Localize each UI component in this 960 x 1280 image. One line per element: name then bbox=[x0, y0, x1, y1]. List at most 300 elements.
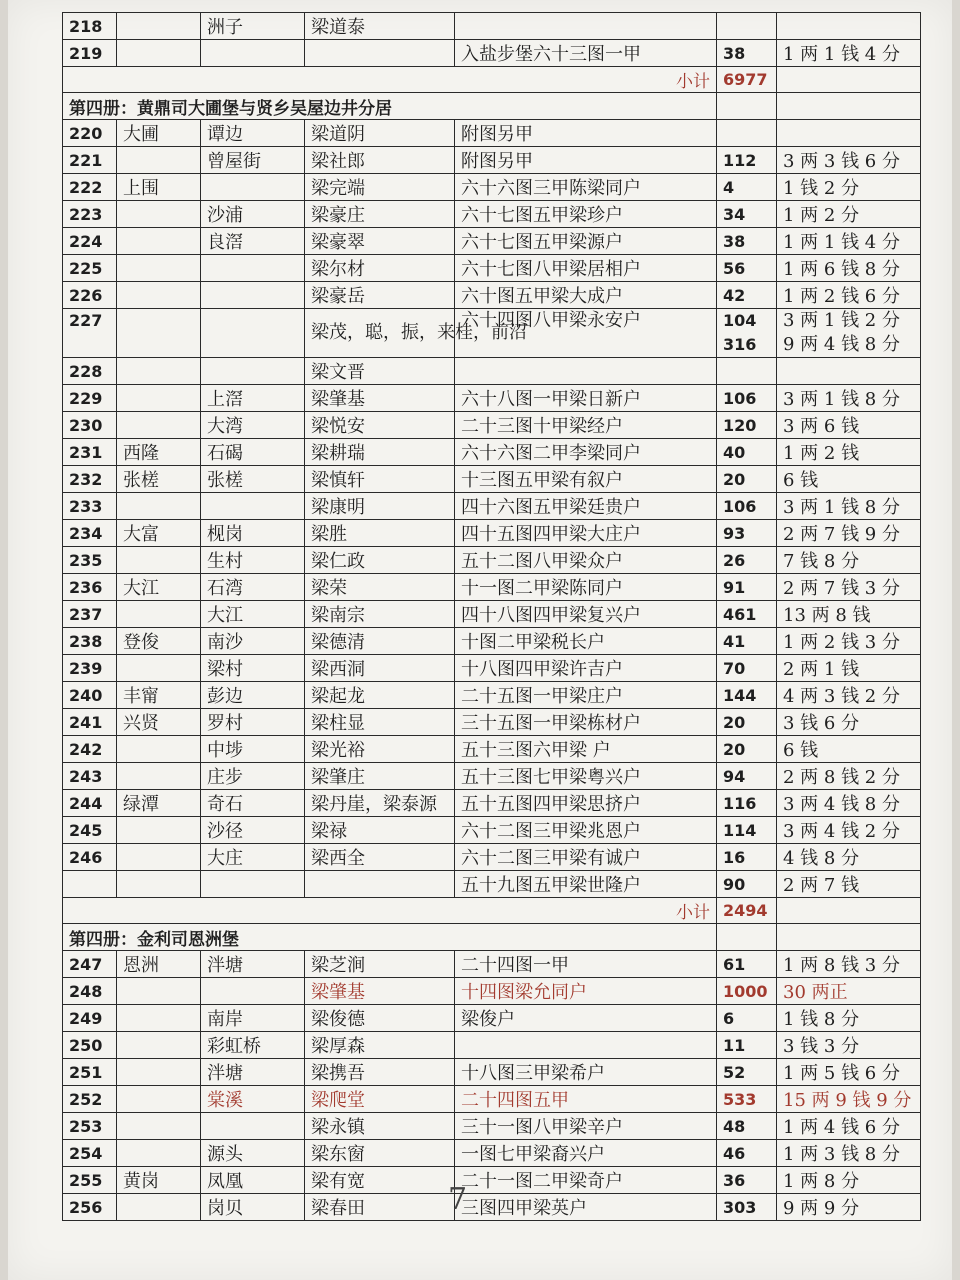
district: 黄岗 bbox=[117, 1167, 201, 1194]
section-title: 第四册：金利司恩洲堡 bbox=[63, 924, 717, 951]
district bbox=[117, 358, 201, 385]
household-register: 六十二图三甲梁兆恩户 bbox=[455, 817, 717, 844]
village: 良滘 bbox=[201, 228, 305, 255]
person-name: 梁德清 bbox=[305, 628, 455, 655]
district bbox=[117, 147, 201, 174]
household-register: 四十八图四甲梁复兴户 bbox=[455, 601, 717, 628]
village: 沙径 bbox=[201, 817, 305, 844]
row-number: 219 bbox=[63, 40, 117, 67]
table-row bbox=[63, 520, 921, 547]
household-register bbox=[455, 1032, 717, 1059]
person-name: 梁南宗 bbox=[305, 601, 455, 628]
row-number: 241 bbox=[63, 709, 117, 736]
count: 38 bbox=[717, 228, 777, 255]
tax-amount: 2 两 1 钱 bbox=[777, 655, 921, 682]
village bbox=[201, 358, 305, 385]
count: 26 bbox=[717, 547, 777, 574]
village bbox=[201, 255, 305, 282]
row-number: 224 bbox=[63, 228, 117, 255]
row-number: 251 bbox=[63, 1059, 117, 1086]
village: 罗村 bbox=[201, 709, 305, 736]
table-row bbox=[63, 120, 921, 147]
household-register: 入盐步堡六十三图一甲 bbox=[455, 40, 717, 67]
tax-amount: 6 钱 bbox=[777, 466, 921, 493]
tax-amount: 2 两 7 钱 3 分 bbox=[777, 574, 921, 601]
household-register: 五十五图四甲梁思挤户 bbox=[455, 790, 717, 817]
district bbox=[117, 228, 201, 255]
district bbox=[117, 385, 201, 412]
empty-cell bbox=[777, 93, 921, 120]
row-number: 239 bbox=[63, 655, 117, 682]
district bbox=[117, 763, 201, 790]
household-register: 四十六图五甲梁廷贵户 bbox=[455, 493, 717, 520]
person-name: 梁厚森 bbox=[305, 1032, 455, 1059]
row-number: 253 bbox=[63, 1113, 117, 1140]
tax-amount bbox=[777, 309, 921, 358]
person-name: 梁肇基 bbox=[305, 385, 455, 412]
count: 112 bbox=[717, 147, 777, 174]
tax-amount: 4 钱 8 分 bbox=[777, 844, 921, 871]
village: 洲子 bbox=[201, 13, 305, 40]
household-register: 附图另甲 bbox=[455, 147, 717, 174]
count: 144 bbox=[717, 682, 777, 709]
ledger-page bbox=[8, 0, 952, 1280]
household-register: 六十七图五甲梁源户 bbox=[455, 228, 717, 255]
village: 石碣 bbox=[201, 439, 305, 466]
row-number: 228 bbox=[63, 358, 117, 385]
tax-amount: 3 两 4 钱 2 分 bbox=[777, 817, 921, 844]
row-number: 244 bbox=[63, 790, 117, 817]
tax-amount: 2 两 8 钱 2 分 bbox=[777, 763, 921, 790]
table-row bbox=[63, 309, 921, 358]
table-row bbox=[63, 871, 921, 898]
row-number: 243 bbox=[63, 763, 117, 790]
table-row bbox=[63, 736, 921, 763]
district: 上围 bbox=[117, 174, 201, 201]
table-row bbox=[63, 951, 921, 978]
tax-amount: 1 两 2 钱 6 分 bbox=[777, 282, 921, 309]
person-name: 梁春田 bbox=[305, 1194, 455, 1221]
district bbox=[117, 201, 201, 228]
person-name: 梁肇庄 bbox=[305, 763, 455, 790]
village: 南岸 bbox=[201, 1005, 305, 1032]
district bbox=[117, 1032, 201, 1059]
count: 56 bbox=[717, 255, 777, 282]
village bbox=[201, 282, 305, 309]
person-name: 梁完端 bbox=[305, 174, 455, 201]
village: 石湾 bbox=[201, 574, 305, 601]
row-number: 245 bbox=[63, 817, 117, 844]
household-register: 四十五图四甲梁大庄户 bbox=[455, 520, 717, 547]
person-name: 梁康明 bbox=[305, 493, 455, 520]
person-name: 梁西洞 bbox=[305, 655, 455, 682]
household-register: 六十七图八甲梁居相户 bbox=[455, 255, 717, 282]
section-header-row bbox=[63, 924, 921, 951]
section-title: 第四册：黄鼎司大圃堡与贤乡吴屋边井分居 bbox=[63, 93, 717, 120]
village: 大湾 bbox=[201, 412, 305, 439]
subtotal-row bbox=[63, 67, 921, 93]
amount-line: 3 两 1 钱 2 分 bbox=[783, 310, 900, 331]
village bbox=[201, 1113, 305, 1140]
village bbox=[201, 40, 305, 67]
row-number: 221 bbox=[63, 147, 117, 174]
table-row bbox=[63, 574, 921, 601]
count: 61 bbox=[717, 951, 777, 978]
table-row bbox=[63, 13, 921, 40]
table-row bbox=[63, 817, 921, 844]
tax-amount: 3 两 1 钱 8 分 bbox=[777, 385, 921, 412]
village: 中埗 bbox=[201, 736, 305, 763]
table-row bbox=[63, 385, 921, 412]
table-row bbox=[63, 40, 921, 67]
section-header-row bbox=[63, 93, 921, 120]
village: 南沙 bbox=[201, 628, 305, 655]
count: 461 bbox=[717, 601, 777, 628]
tax-amount: 1 钱 2 分 bbox=[777, 174, 921, 201]
household-register: 五十二图八甲梁众户 bbox=[455, 547, 717, 574]
district bbox=[117, 1005, 201, 1032]
count: 94 bbox=[717, 763, 777, 790]
household-register: 十八图四甲梁许吉户 bbox=[455, 655, 717, 682]
district bbox=[117, 844, 201, 871]
district bbox=[117, 1059, 201, 1086]
subtotal-value: 6977 bbox=[717, 67, 777, 93]
village: 源头 bbox=[201, 1140, 305, 1167]
ledger-table bbox=[62, 12, 921, 1221]
tax-amount: 1 两 2 钱 bbox=[777, 439, 921, 466]
person-name: 梁慎轩 bbox=[305, 466, 455, 493]
tax-amount: 3 钱 6 分 bbox=[777, 709, 921, 736]
tax-amount: 13 两 8 钱 bbox=[777, 601, 921, 628]
district: 丰甯 bbox=[117, 682, 201, 709]
tax-amount: 9 两 9 分 bbox=[777, 1194, 921, 1221]
person-name: 梁丹崖，梁泰源 bbox=[305, 790, 455, 817]
count: 303 bbox=[717, 1194, 777, 1221]
count: 106 bbox=[717, 385, 777, 412]
household-register: 二十一图二甲梁奇户 bbox=[455, 1167, 717, 1194]
district: 兴贤 bbox=[117, 709, 201, 736]
person-name: 梁社郎 bbox=[305, 147, 455, 174]
district bbox=[117, 817, 201, 844]
person-name: 梁豪岳 bbox=[305, 282, 455, 309]
district bbox=[117, 655, 201, 682]
table-row bbox=[63, 493, 921, 520]
village: 大江 bbox=[201, 601, 305, 628]
person-name bbox=[305, 40, 455, 67]
page-number: 7 bbox=[448, 1182, 468, 1217]
table-row bbox=[63, 709, 921, 736]
count: 34 bbox=[717, 201, 777, 228]
person-name: 梁荣 bbox=[305, 574, 455, 601]
district: 恩洲 bbox=[117, 951, 201, 978]
tax-amount: 1 两 3 钱 8 分 bbox=[777, 1140, 921, 1167]
district: 大圃 bbox=[117, 120, 201, 147]
district bbox=[117, 282, 201, 309]
village: 棠溪 bbox=[201, 1086, 305, 1113]
row-number: 240 bbox=[63, 682, 117, 709]
row-number: 226 bbox=[63, 282, 117, 309]
household-register: 十八图三甲梁希户 bbox=[455, 1059, 717, 1086]
household-register: 六十图五甲梁大成户 bbox=[455, 282, 717, 309]
count: 114 bbox=[717, 817, 777, 844]
household-register: 附图另甲 bbox=[455, 120, 717, 147]
table-row bbox=[63, 1167, 921, 1194]
village: 庄步 bbox=[201, 763, 305, 790]
district bbox=[117, 871, 201, 898]
village: 凤凰 bbox=[201, 1167, 305, 1194]
table-row bbox=[63, 601, 921, 628]
household-register: 三十五图一甲梁栋材户 bbox=[455, 709, 717, 736]
table-row bbox=[63, 844, 921, 871]
person-name: 梁道泰 bbox=[305, 13, 455, 40]
count bbox=[717, 309, 777, 358]
table-row bbox=[63, 282, 921, 309]
village: 大庄 bbox=[201, 844, 305, 871]
count: 52 bbox=[717, 1059, 777, 1086]
count-line: 316 bbox=[723, 335, 757, 354]
count: 4 bbox=[717, 174, 777, 201]
village bbox=[201, 978, 305, 1005]
person-name: 梁文晋 bbox=[305, 358, 455, 385]
table-row bbox=[63, 682, 921, 709]
count: 48 bbox=[717, 1113, 777, 1140]
row-number: 227 bbox=[63, 309, 117, 358]
district bbox=[117, 1113, 201, 1140]
person-name: 梁豪翠 bbox=[305, 228, 455, 255]
subtotal-label: 小计 bbox=[63, 898, 717, 924]
household-register: 梁俊户 bbox=[455, 1005, 717, 1032]
count: 6 bbox=[717, 1005, 777, 1032]
person-name: 梁光裕 bbox=[305, 736, 455, 763]
table-row bbox=[63, 255, 921, 282]
tax-amount: 1 两 2 钱 3 分 bbox=[777, 628, 921, 655]
district bbox=[117, 601, 201, 628]
tax-amount: 3 两 3 钱 6 分 bbox=[777, 147, 921, 174]
table-row bbox=[63, 358, 921, 385]
tax-amount: 1 两 2 分 bbox=[777, 201, 921, 228]
district bbox=[117, 1086, 201, 1113]
table-row bbox=[63, 1140, 921, 1167]
household-register: 二十三图十甲梁经户 bbox=[455, 412, 717, 439]
row-number: 254 bbox=[63, 1140, 117, 1167]
count: 40 bbox=[717, 439, 777, 466]
row-number: 248 bbox=[63, 978, 117, 1005]
count: 46 bbox=[717, 1140, 777, 1167]
household-register: 五十九图五甲梁世隆户 bbox=[455, 871, 717, 898]
row-number: 223 bbox=[63, 201, 117, 228]
person-name: 梁豪庄 bbox=[305, 201, 455, 228]
count: 91 bbox=[717, 574, 777, 601]
district: 大江 bbox=[117, 574, 201, 601]
row-number: 255 bbox=[63, 1167, 117, 1194]
empty-cell bbox=[717, 924, 777, 951]
household-register: 六十七图五甲梁珍户 bbox=[455, 201, 717, 228]
table-row bbox=[63, 1113, 921, 1140]
village bbox=[201, 174, 305, 201]
tax-amount: 15 两 9 钱 9 分 bbox=[777, 1086, 921, 1113]
table-row bbox=[63, 412, 921, 439]
row-number: 233 bbox=[63, 493, 117, 520]
count: 106 bbox=[717, 493, 777, 520]
village bbox=[201, 493, 305, 520]
person-name: 梁东窗 bbox=[305, 1140, 455, 1167]
person-name: 梁爬堂 bbox=[305, 1086, 455, 1113]
row-number: 242 bbox=[63, 736, 117, 763]
subtotal-value: 2494 bbox=[717, 898, 777, 924]
count bbox=[717, 13, 777, 40]
district: 张槎 bbox=[117, 466, 201, 493]
count: 38 bbox=[717, 40, 777, 67]
person-name: 梁携吾 bbox=[305, 1059, 455, 1086]
table-row bbox=[63, 1194, 921, 1221]
village bbox=[201, 871, 305, 898]
count: 16 bbox=[717, 844, 777, 871]
village: 泮塘 bbox=[201, 1059, 305, 1086]
table-row bbox=[63, 547, 921, 574]
count: 20 bbox=[717, 709, 777, 736]
district bbox=[117, 40, 201, 67]
person-name: 梁芝涧 bbox=[305, 951, 455, 978]
row-number: 229 bbox=[63, 385, 117, 412]
household-register: 二十五图一甲梁庄户 bbox=[455, 682, 717, 709]
table-row bbox=[63, 147, 921, 174]
tax-amount: 6 钱 bbox=[777, 736, 921, 763]
count: 1000 bbox=[717, 978, 777, 1005]
village: 梁村 bbox=[201, 655, 305, 682]
subtotal-row bbox=[63, 898, 921, 924]
count: 70 bbox=[717, 655, 777, 682]
empty-cell bbox=[777, 67, 921, 93]
village: 彩虹桥 bbox=[201, 1032, 305, 1059]
household-register: 十图二甲梁税长户 bbox=[455, 628, 717, 655]
tax-amount: 2 两 7 钱 9 分 bbox=[777, 520, 921, 547]
amount-line: 9 两 4 钱 8 分 bbox=[783, 334, 900, 355]
household-register: 五十三图七甲梁粤兴户 bbox=[455, 763, 717, 790]
tax-amount bbox=[777, 120, 921, 147]
table-row bbox=[63, 201, 921, 228]
row-number bbox=[63, 871, 117, 898]
row-number: 237 bbox=[63, 601, 117, 628]
district bbox=[117, 412, 201, 439]
empty-cell bbox=[717, 93, 777, 120]
tax-amount: 1 两 5 钱 6 分 bbox=[777, 1059, 921, 1086]
row-number: 225 bbox=[63, 255, 117, 282]
district bbox=[117, 736, 201, 763]
person-name: 梁西全 bbox=[305, 844, 455, 871]
person-name: 梁胜 bbox=[305, 520, 455, 547]
district bbox=[117, 547, 201, 574]
table-row bbox=[63, 174, 921, 201]
person-name bbox=[305, 871, 455, 898]
household-register: 十一图二甲梁陈同户 bbox=[455, 574, 717, 601]
row-number: 231 bbox=[63, 439, 117, 466]
district bbox=[117, 1194, 201, 1221]
household-register: 六十八图一甲梁日新户 bbox=[455, 385, 717, 412]
table-row bbox=[63, 439, 921, 466]
person-name: 梁耕瑞 bbox=[305, 439, 455, 466]
household-register bbox=[455, 13, 717, 40]
tax-amount: 3 两 4 钱 8 分 bbox=[777, 790, 921, 817]
district: 大富 bbox=[117, 520, 201, 547]
village: 沙浦 bbox=[201, 201, 305, 228]
household-register: 三图四甲梁英户 bbox=[455, 1194, 717, 1221]
row-number: 256 bbox=[63, 1194, 117, 1221]
table-row bbox=[63, 978, 921, 1005]
row-number: 250 bbox=[63, 1032, 117, 1059]
count-line: 104 bbox=[723, 311, 757, 330]
table-row bbox=[63, 1005, 921, 1032]
count: 11 bbox=[717, 1032, 777, 1059]
district bbox=[117, 978, 201, 1005]
village: 生村 bbox=[201, 547, 305, 574]
row-number: 232 bbox=[63, 466, 117, 493]
count: 36 bbox=[717, 1167, 777, 1194]
row-number: 247 bbox=[63, 951, 117, 978]
tax-amount bbox=[777, 13, 921, 40]
person-name: 梁柱显 bbox=[305, 709, 455, 736]
person-name: 梁有宽 bbox=[305, 1167, 455, 1194]
row-number: 236 bbox=[63, 574, 117, 601]
person-name: 梁永镇 bbox=[305, 1113, 455, 1140]
person-name: 梁起龙 bbox=[305, 682, 455, 709]
district: 西隆 bbox=[117, 439, 201, 466]
row-number: 234 bbox=[63, 520, 117, 547]
tax-amount: 1 钱 8 分 bbox=[777, 1005, 921, 1032]
village bbox=[201, 309, 305, 358]
tax-amount: 1 两 8 分 bbox=[777, 1167, 921, 1194]
row-number: 238 bbox=[63, 628, 117, 655]
tax-amount: 1 两 1 钱 4 分 bbox=[777, 228, 921, 255]
table-row bbox=[63, 763, 921, 790]
empty-cell bbox=[777, 924, 921, 951]
household-register: 二十四图一甲 bbox=[455, 951, 717, 978]
count: 90 bbox=[717, 871, 777, 898]
tax-amount: 30 两正 bbox=[777, 978, 921, 1005]
person-name: 梁禄 bbox=[305, 817, 455, 844]
household-register: 十三图五甲梁有叙户 bbox=[455, 466, 717, 493]
row-number: 230 bbox=[63, 412, 117, 439]
village: 曾屋街 bbox=[201, 147, 305, 174]
subtotal-label: 小计 bbox=[63, 67, 717, 93]
household-register: 三十一图八甲梁辛户 bbox=[455, 1113, 717, 1140]
tax-amount: 3 两 6 钱 bbox=[777, 412, 921, 439]
row-number: 218 bbox=[63, 13, 117, 40]
row-number: 246 bbox=[63, 844, 117, 871]
household-register: 六十六图三甲陈梁同户 bbox=[455, 174, 717, 201]
village: 彭边 bbox=[201, 682, 305, 709]
household-register: 六十二图三甲梁有诚户 bbox=[455, 844, 717, 871]
person-name: 梁尔材 bbox=[305, 255, 455, 282]
household-register: 六十六图二甲李梁同户 bbox=[455, 439, 717, 466]
tax-amount bbox=[777, 358, 921, 385]
district bbox=[117, 255, 201, 282]
person-name: 梁道阴 bbox=[305, 120, 455, 147]
district bbox=[117, 493, 201, 520]
tax-amount: 3 两 1 钱 8 分 bbox=[777, 493, 921, 520]
tax-amount: 1 两 4 钱 6 分 bbox=[777, 1113, 921, 1140]
count: 93 bbox=[717, 520, 777, 547]
table-row bbox=[63, 466, 921, 493]
village: 岗贝 bbox=[201, 1194, 305, 1221]
village: 枧岗 bbox=[201, 520, 305, 547]
empty-cell bbox=[777, 898, 921, 924]
district bbox=[117, 1140, 201, 1167]
table-row bbox=[63, 790, 921, 817]
village: 泮塘 bbox=[201, 951, 305, 978]
district bbox=[117, 309, 201, 358]
household-register: 十四图梁允同户 bbox=[455, 978, 717, 1005]
tax-amount: 7 钱 8 分 bbox=[777, 547, 921, 574]
